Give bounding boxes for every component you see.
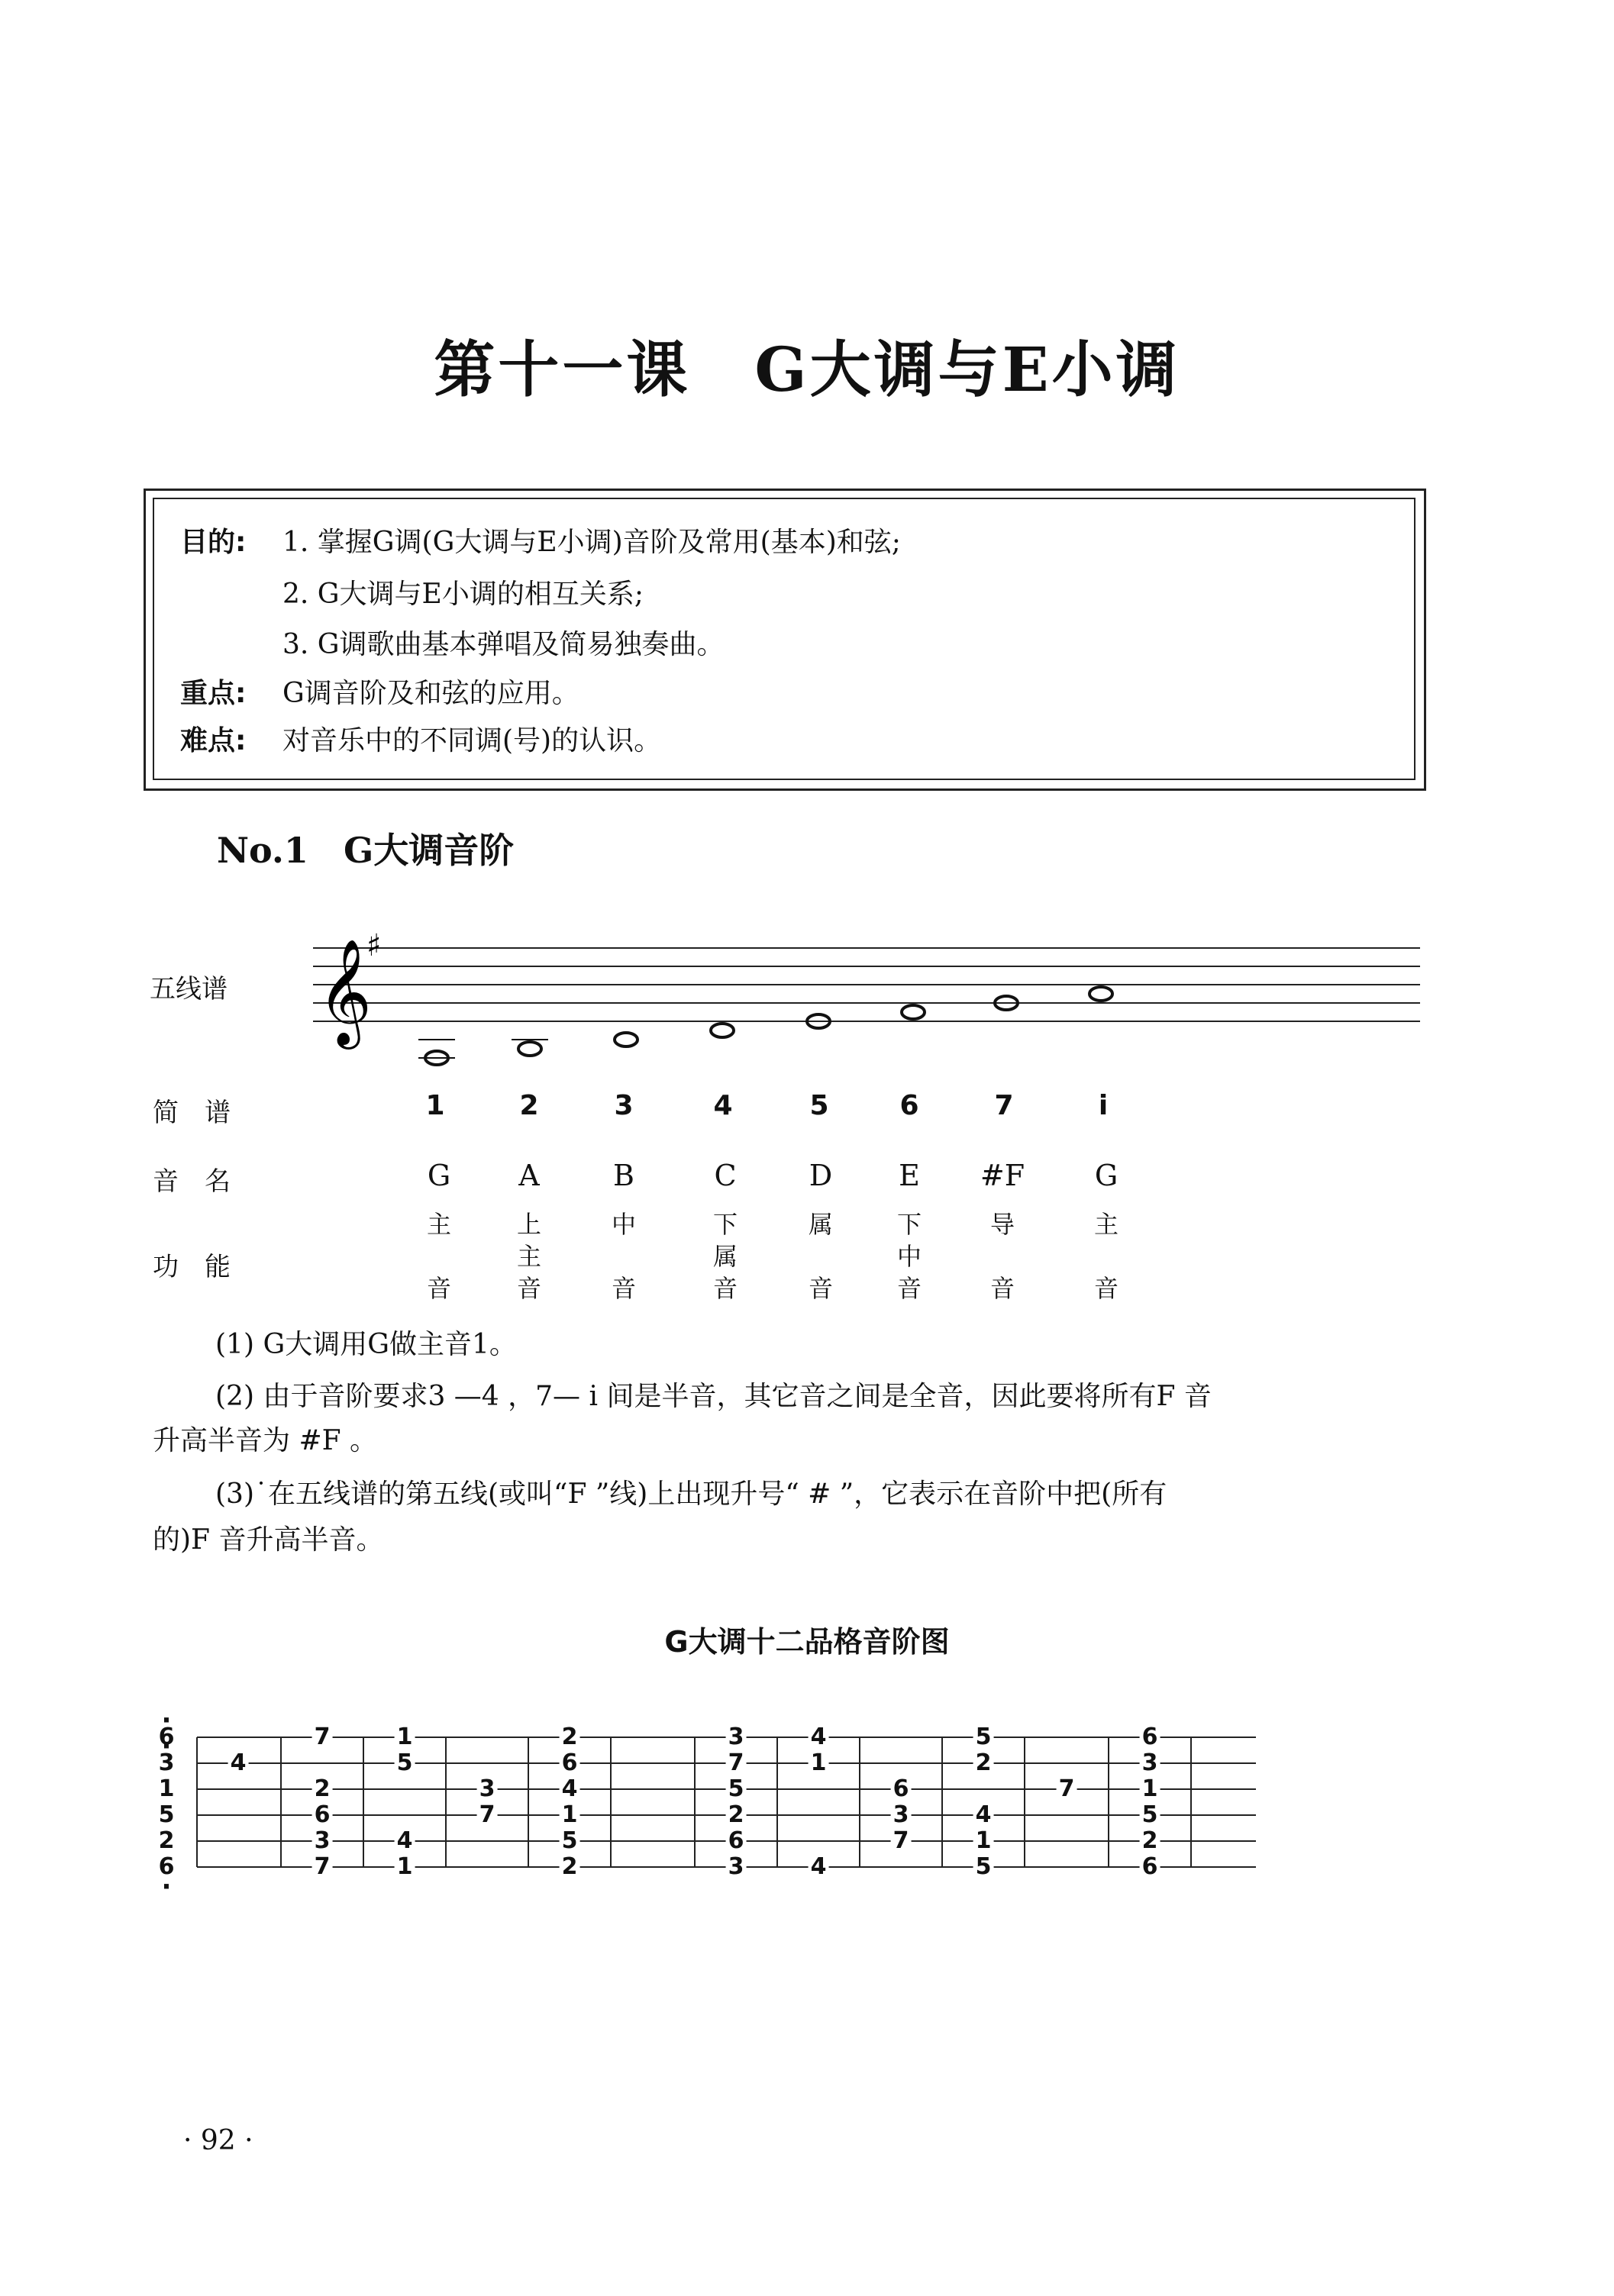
fretboard-title: G大调十二品格音阶图 [664, 1625, 950, 1659]
note-name-row [0, 1159, 1614, 1197]
fret-note: 3 [312, 1830, 333, 1853]
fret-note: 5 [395, 1752, 415, 1775]
fret-note: 7 [312, 1726, 333, 1749]
note-3-cont: 的)F 音升高半音。 [153, 1524, 384, 1556]
note-name: B [613, 1159, 634, 1192]
fret-note: 7 [477, 1804, 498, 1827]
fret-note: 1 [973, 1830, 994, 1853]
function-char: 音 [712, 1274, 738, 1303]
staff [298, 908, 1428, 1069]
function-char: 主 [1093, 1210, 1119, 1239]
fret-note: 6 [312, 1804, 333, 1827]
function-cell [875, 1211, 944, 1302]
treble-clef-icon: 𝄞 [318, 939, 372, 1045]
note-1: (1) G大调用G做主音1。 [215, 1329, 517, 1360]
function-char: 属 [808, 1210, 833, 1239]
jianpu-row [0, 1090, 1614, 1128]
fret-note: 2 [973, 1752, 994, 1775]
function-char: 音 [1093, 1274, 1119, 1303]
fret-note: 6 [891, 1778, 912, 1801]
function-char: 主 [516, 1242, 541, 1271]
function-cell [786, 1211, 855, 1302]
note-name: E [899, 1159, 920, 1192]
key-label: 重点: [180, 678, 247, 709]
string-label: 6 · [157, 1856, 177, 1878]
function-char: 中 [611, 1210, 636, 1239]
string-label: 2 [157, 1830, 177, 1853]
jianpu-note: 3 [614, 1090, 634, 1121]
fret-note: 1 [809, 1752, 829, 1775]
jianpu-note: 5 [809, 1090, 829, 1121]
fret-note: 4 [973, 1804, 994, 1827]
difficulty-text: 对音乐中的不同调(号)的认识。 [282, 725, 662, 756]
note-name: C [714, 1159, 737, 1192]
note-name: D [809, 1159, 833, 1192]
function-char: 上 [516, 1210, 541, 1239]
section-title: No.1 G大调音阶 [217, 830, 515, 871]
note-name: #F [980, 1159, 1025, 1192]
fret-note: 5 [1140, 1804, 1160, 1827]
fret-note: 2 [560, 1726, 580, 1749]
function-label: 功 能 [153, 1252, 231, 1282]
fret-note: 4 [228, 1752, 249, 1775]
fret-note: 5 [973, 1856, 994, 1878]
key-text: G调音阶及和弦的应用。 [282, 678, 579, 709]
difficulty-label: 难点: [180, 725, 247, 756]
function-char: 下 [896, 1210, 922, 1239]
fret-note: 4 [395, 1830, 415, 1853]
function-cell [968, 1211, 1037, 1302]
fret-note: 4 [560, 1778, 580, 1801]
jianpu-note: i [1098, 1090, 1109, 1121]
jianpu-label: 简 谱 [153, 1098, 231, 1128]
function-cell [691, 1211, 760, 1302]
function-cell [589, 1211, 658, 1302]
jianpu-note: 7 [994, 1090, 1014, 1121]
fret-note: 2 [560, 1856, 580, 1878]
fret-note: 4 [809, 1856, 829, 1878]
fret-note: 3 [891, 1804, 912, 1827]
fret-note: 6 [1140, 1856, 1160, 1878]
note-2-cont: 升高半音为 #F 。 [153, 1425, 378, 1456]
fret-note: 5 [726, 1778, 747, 1801]
function-char: 主 [426, 1210, 451, 1239]
fret-note: 1 [560, 1804, 580, 1827]
fret-note: 6 [560, 1752, 580, 1775]
fret-note: 7 [1057, 1778, 1077, 1801]
page-number: · 92 · [183, 2125, 253, 2156]
jianpu-note: 6 [899, 1090, 919, 1121]
goal-label: 目的: [180, 527, 247, 558]
fret-note: 3 [726, 1856, 747, 1878]
sharp-icon: ♯ [366, 928, 382, 963]
fret-note: 2 [726, 1804, 747, 1827]
fret-note: 5 [973, 1726, 994, 1749]
string-label: 1 [157, 1778, 177, 1801]
function-char: 音 [808, 1274, 833, 1303]
fret-note: 3 [1140, 1752, 1160, 1775]
function-char: 属 [712, 1242, 738, 1271]
jianpu-note: 4 [713, 1090, 733, 1121]
goal-3: 3. G调歌曲基本弹唱及简易独奏曲。 [282, 629, 725, 660]
fret-note: 2 [1140, 1830, 1160, 1853]
function-char: 下 [712, 1210, 738, 1239]
function-cell [1072, 1211, 1141, 1302]
goal-2: 2. G大调与E小调的相互关系; [282, 579, 644, 610]
fret-note: 3 [726, 1726, 747, 1749]
goal-1: 1. 掌握G调(G大调与E小调)音阶及常用(基本)和弦; [282, 527, 901, 558]
jianpu-note: 2 [519, 1090, 539, 1121]
note-name: G [427, 1159, 451, 1192]
note-name: G [1094, 1159, 1119, 1192]
function-row [0, 1211, 1614, 1310]
fret-note: 7 [891, 1830, 912, 1853]
function-char: 中 [896, 1242, 922, 1271]
fret-note: 4 [809, 1726, 829, 1749]
note-name-label: 音 名 [153, 1166, 231, 1197]
fret-note: 3 [477, 1778, 498, 1801]
fret-note: 7 [726, 1752, 747, 1775]
function-char: 导 [989, 1210, 1015, 1239]
string-label: · 6 [157, 1726, 177, 1749]
fret-note: 2 [312, 1778, 333, 1801]
string-label: · 3 [157, 1752, 177, 1775]
string-label: 5 [157, 1804, 177, 1827]
staff-label: 五线谱 [150, 974, 228, 1004]
function-char: 音 [611, 1274, 636, 1303]
fret-note: 7 [312, 1856, 333, 1878]
function-char: 音 [426, 1274, 451, 1303]
note-name: A [518, 1159, 540, 1192]
fret-note: 1 [1140, 1778, 1160, 1801]
function-char: 音 [516, 1274, 541, 1303]
function-cell [405, 1211, 473, 1302]
function-cell [495, 1211, 563, 1302]
jianpu-note: 1 [425, 1090, 445, 1121]
fret-note: 1 [395, 1856, 415, 1878]
page-title: 第十一课 G大调与E小调 [434, 334, 1180, 405]
function-char: 音 [896, 1274, 922, 1303]
function-char: 音 [989, 1274, 1015, 1303]
fret-note: 5 [560, 1830, 580, 1853]
fret-note: 6 [1140, 1726, 1160, 1749]
fret-note: 6 [726, 1830, 747, 1853]
fret-note: 1 [395, 1726, 415, 1749]
note-2: (2) 由于音阶要求3 —4 ，7— i 间是半音，其它音之间是全音，因此要将所有F 音 [215, 1381, 1212, 1412]
note-3: (3)˙在五线谱的第五线(或叫“F ”线)上出现升号“ # ”，它表示在音阶中把(所有 [215, 1479, 1167, 1510]
